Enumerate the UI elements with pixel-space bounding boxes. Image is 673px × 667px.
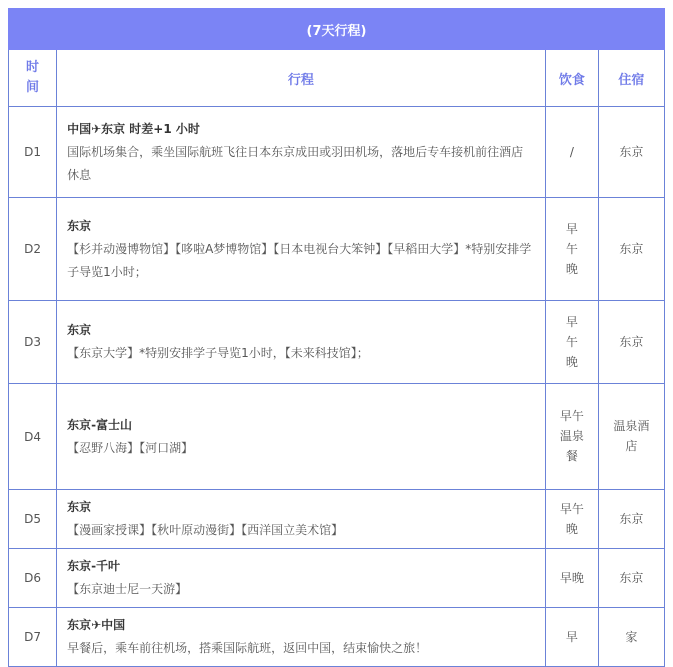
route-text: 东京 [67, 323, 92, 337]
itinerary-table-container [8, 8, 665, 667]
food-cell [545, 301, 598, 384]
table-row [9, 301, 665, 384]
food-cell: 早晚 [545, 549, 598, 608]
day-cell: D5 [9, 490, 57, 549]
food-text: 早午晚 [565, 314, 578, 369]
header-food: 饮食 [545, 50, 598, 107]
table-row [9, 608, 665, 667]
detail-text: 国际机场集合，乘坐国际航班飞往日本东京成田或羽田机场，落地后专车接机前往酒店休息 [67, 144, 524, 182]
detail-text: 早餐后，乘车前往机场，搭乘国际航班，返回中国，结束愉快之旅！ [67, 641, 428, 655]
stay-text: 温泉酒店 [613, 419, 650, 453]
stay-cell: 东京 [598, 301, 664, 384]
table-row [9, 384, 665, 490]
food-cell: 早 [545, 608, 598, 667]
food-text: 早午晚 [565, 221, 578, 276]
plan-cell [57, 198, 546, 301]
plan-cell [57, 608, 546, 667]
header-row [9, 50, 665, 107]
route-text: 中国✈东京 时差+1 小时 [67, 121, 200, 136]
stay-cell [598, 384, 664, 490]
day-cell: D1 [9, 107, 57, 198]
header-time-label: 时间 [26, 60, 40, 95]
route-text: 东京 [67, 218, 92, 233]
day-cell: D6 [9, 549, 57, 608]
stay-cell: 东京 [598, 107, 664, 198]
food-cell [545, 198, 598, 301]
stay-cell: 家 [598, 608, 664, 667]
detail-text: 【东京大学】*特别安排学子导览1小时，【未来科技馆】； [67, 346, 369, 360]
table-row [9, 198, 665, 301]
title-row [9, 9, 665, 50]
food-cell [545, 490, 598, 549]
food-text: 早午晚 [559, 501, 584, 536]
route-text: 东京-富士山 [67, 417, 133, 432]
day-cell: D2 [9, 198, 57, 301]
food-cell [545, 384, 598, 490]
detail-text: 【东京迪士尼一天游】 [67, 582, 188, 596]
table-title: (7天行程) [9, 9, 665, 50]
day-cell: D7 [9, 608, 57, 667]
plan-cell [57, 301, 546, 384]
detail-text: 【杉并动漫博物馆】【哆啦A梦博物馆】【日本电视台大笨钟】【早稻田大学】*特别安排学子导览1小时； [67, 241, 532, 279]
detail-text: 【漫画家授课】【秋叶原动漫街】【西洋国立美术馆】 [67, 523, 344, 537]
plan-cell [57, 107, 546, 198]
itinerary-table [8, 8, 665, 667]
day-cell: D4 [9, 384, 57, 490]
detail-text: 【忍野八海】【河口湖】 [67, 440, 194, 455]
header-plan: 行程 [57, 50, 546, 107]
table-row [9, 107, 665, 198]
route-text: 东京-千叶 [67, 559, 121, 573]
food-text: 早午温泉餐 [559, 409, 584, 463]
header-stay: 住宿 [598, 50, 664, 107]
food-cell: / [545, 107, 598, 198]
stay-cell: 东京 [598, 549, 664, 608]
route-text: 东京 [67, 500, 92, 514]
table-row [9, 490, 665, 549]
plan-cell [57, 384, 546, 490]
header-time [9, 50, 57, 107]
table-row [9, 549, 665, 608]
plan-cell [57, 549, 546, 608]
plan-cell [57, 490, 546, 549]
route-text: 东京✈中国 [67, 618, 126, 632]
stay-cell: 东京 [598, 198, 664, 301]
stay-cell: 东京 [598, 490, 664, 549]
day-cell: D3 [9, 301, 57, 384]
